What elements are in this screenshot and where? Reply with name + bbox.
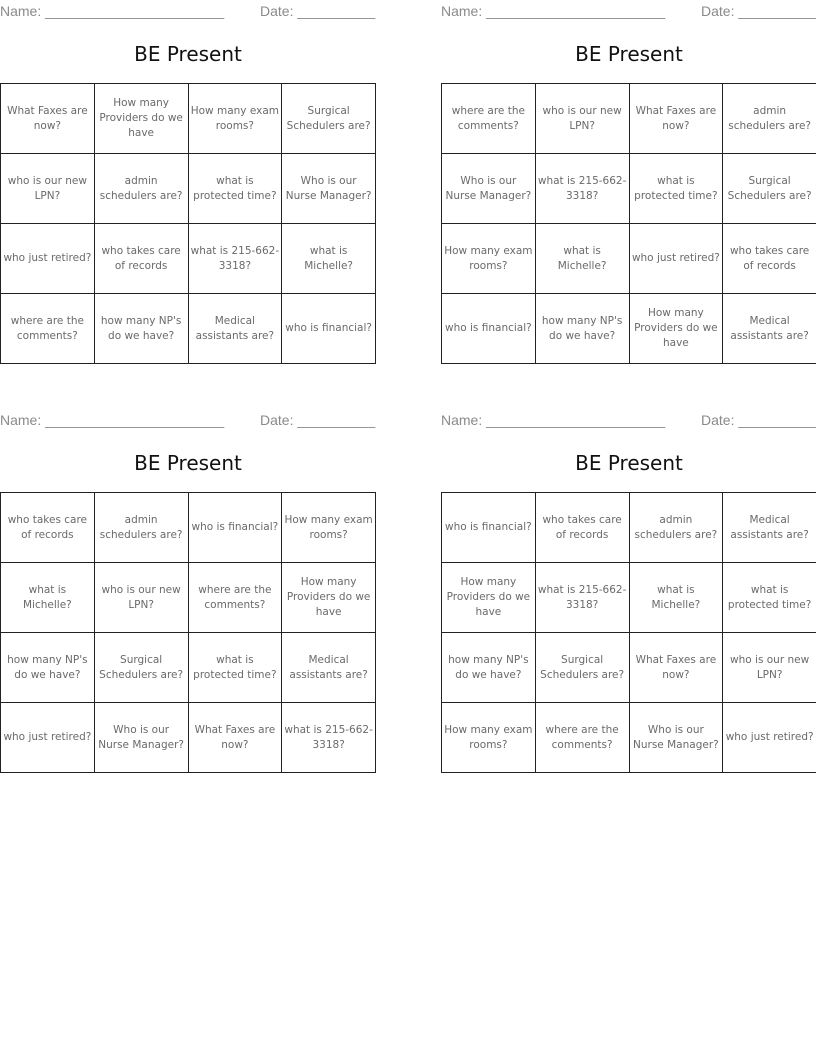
bingo-cell: what is Michelle? — [535, 224, 629, 294]
bingo-cell: who is financial? — [442, 294, 536, 364]
grid-row — [1, 633, 376, 703]
bingo-cell: What Faxes are now? — [629, 633, 723, 703]
bingo-cell: Who is our Nurse Manager? — [442, 154, 536, 224]
name-field: Name: _______________________ — [441, 412, 666, 428]
date-field: Date: __________ — [260, 3, 376, 19]
name-date-line — [441, 0, 816, 24]
bingo-cell: how many NP's do we have? — [442, 633, 536, 703]
bingo-cell: How many Providers do we have — [442, 563, 536, 633]
bingo-cell: who takes care of records — [723, 224, 816, 294]
bingo-cell: who takes care of records — [535, 493, 629, 563]
bingo-cell: who takes care of records — [1, 493, 95, 563]
bingo-cell: what is protected time? — [188, 154, 282, 224]
bingo-cell: How many Providers do we have — [282, 563, 376, 633]
bingo-cell: where are the comments? — [535, 703, 629, 773]
grid-row — [442, 154, 816, 224]
bingo-cell: What Faxes are now? — [188, 703, 282, 773]
name-field: Name: _______________________ — [0, 3, 225, 19]
card-title: BE Present — [575, 451, 683, 475]
bingo-cell: Medical assistants are? — [723, 294, 816, 364]
grid-row — [442, 563, 816, 633]
card-title: BE Present — [134, 42, 242, 66]
bingo-cell: where are the comments? — [188, 563, 282, 633]
date-field: Date: __________ — [701, 412, 816, 428]
grid-row — [442, 84, 816, 154]
bingo-cell: admin schedulers are? — [723, 84, 816, 154]
name-field: Name: _______________________ — [0, 412, 225, 428]
bingo-cell: what is 215-662-3318? — [188, 224, 282, 294]
grid-row — [442, 633, 816, 703]
bingo-cell: Medical assistants are? — [723, 493, 816, 563]
bingo-cell: how many NP's do we have? — [1, 633, 95, 703]
date-field: Date: __________ — [260, 412, 376, 428]
grid-row — [1, 563, 376, 633]
bingo-cell: what is Michelle? — [282, 224, 376, 294]
name-date-line — [0, 0, 376, 24]
bingo-grid — [441, 83, 816, 364]
card-title: BE Present — [575, 42, 683, 66]
bingo-cell: admin schedulers are? — [629, 493, 723, 563]
bingo-cell: what is 215-662-3318? — [282, 703, 376, 773]
bingo-cell: what is protected time? — [723, 563, 816, 633]
grid-row — [442, 703, 816, 773]
bingo-cell: How many exam rooms? — [282, 493, 376, 563]
bingo-cell: what is Michelle? — [1, 563, 95, 633]
bingo-cell: what is 215-662-3318? — [535, 563, 629, 633]
bingo-cell: what is 215-662-3318? — [535, 154, 629, 224]
bingo-cell: who is our new LPN? — [535, 84, 629, 154]
bingo-cell: where are the comments? — [442, 84, 536, 154]
bingo-cell: What Faxes are now? — [629, 84, 723, 154]
bingo-cell: how many NP's do we have? — [535, 294, 629, 364]
bingo-cell: who is our new LPN? — [94, 563, 188, 633]
bingo-cell: What Faxes are now? — [1, 84, 95, 154]
bingo-cell: Who is our Nurse Manager? — [282, 154, 376, 224]
grid-row — [442, 493, 816, 563]
bingo-cell: what is Michelle? — [629, 563, 723, 633]
grid-row — [1, 84, 376, 154]
date-field: Date: __________ — [701, 3, 816, 19]
bingo-cell: who just retired? — [723, 703, 816, 773]
bingo-cell: How many exam rooms? — [442, 224, 536, 294]
bingo-cell: who just retired? — [1, 703, 95, 773]
bingo-grid — [0, 83, 376, 364]
grid-row — [1, 703, 376, 773]
grid-row — [1, 224, 376, 294]
bingo-cell: where are the comments? — [1, 294, 95, 364]
bingo-grid — [0, 492, 376, 773]
name-date-line — [0, 409, 376, 433]
bingo-cell: who just retired? — [629, 224, 723, 294]
bingo-cell: How many exam rooms? — [188, 84, 282, 154]
bingo-cell: How many Providers do we have — [629, 294, 723, 364]
bingo-cell: Surgical Schedulers are? — [535, 633, 629, 703]
bingo-cell: How many exam rooms? — [442, 703, 536, 773]
bingo-cell: who is financial? — [282, 294, 376, 364]
bingo-grid — [441, 492, 816, 773]
name-date-line — [441, 409, 816, 433]
bingo-cell: who is our new LPN? — [1, 154, 95, 224]
bingo-cell: Medical assistants are? — [188, 294, 282, 364]
grid-row — [1, 154, 376, 224]
bingo-cell: Who is our Nurse Manager? — [629, 703, 723, 773]
name-field: Name: _______________________ — [441, 3, 666, 19]
bingo-cell: Surgical Schedulers are? — [282, 84, 376, 154]
bingo-cell: what is protected time? — [629, 154, 723, 224]
bingo-cell: Medical assistants are? — [282, 633, 376, 703]
grid-row — [1, 294, 376, 364]
card-title: BE Present — [134, 451, 242, 475]
bingo-cell: what is protected time? — [188, 633, 282, 703]
bingo-cell: Who is our Nurse Manager? — [94, 703, 188, 773]
bingo-cell: admin schedulers are? — [94, 154, 188, 224]
bingo-cell: how many NP's do we have? — [94, 294, 188, 364]
grid-row — [442, 224, 816, 294]
grid-row — [1, 493, 376, 563]
bingo-cell: who is our new LPN? — [723, 633, 816, 703]
bingo-cell: Surgical Schedulers are? — [723, 154, 816, 224]
bingo-cell: who is financial? — [442, 493, 536, 563]
bingo-cell: who is financial? — [188, 493, 282, 563]
bingo-cell: admin schedulers are? — [94, 493, 188, 563]
bingo-cell: Surgical Schedulers are? — [94, 633, 188, 703]
bingo-cell: who just retired? — [1, 224, 95, 294]
bingo-cell: who takes care of records — [94, 224, 188, 294]
bingo-cell: How many Providers do we have — [94, 84, 188, 154]
grid-row — [442, 294, 816, 364]
